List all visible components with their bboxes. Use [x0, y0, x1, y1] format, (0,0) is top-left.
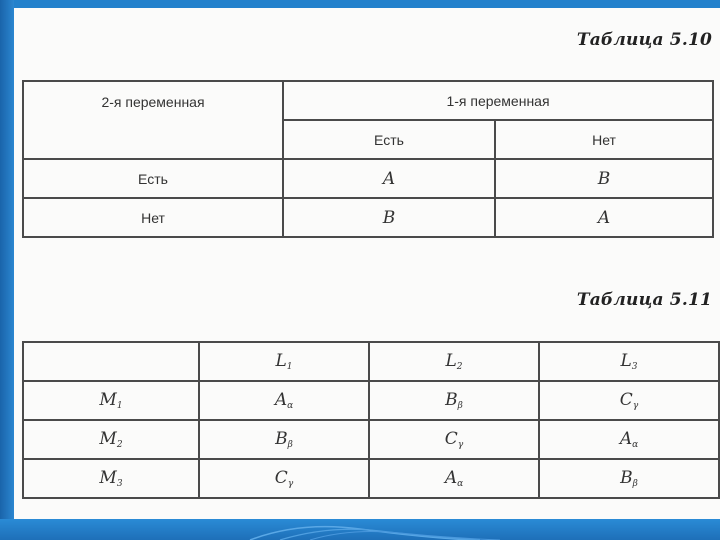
col-header-l1: $L_1$ — [199, 342, 369, 381]
table-row — [23, 459, 719, 498]
document-page — [14, 8, 720, 519]
slide-frame-left — [0, 0, 14, 540]
table-cell: $C_\gamma$ — [369, 420, 539, 459]
table-cell: A — [495, 198, 713, 237]
row-label-yes: Есть — [23, 159, 283, 198]
header-second-variable: 2-я переменная — [23, 81, 283, 159]
table-cell: $B_\beta$ — [199, 420, 369, 459]
table-5-11 — [22, 341, 720, 499]
table1-caption: Таблица 5.10 — [576, 30, 712, 50]
table-cell: $B_\beta$ — [369, 381, 539, 420]
table-cell: $C_\gamma$ — [199, 459, 369, 498]
col-header-l3: $L_3$ — [539, 342, 719, 381]
table-cell: $A_\alpha$ — [199, 381, 369, 420]
corner-cell — [23, 342, 199, 381]
table-cell: B — [495, 159, 713, 198]
col-header-no: Нет — [495, 120, 713, 159]
table-cell: $B_\beta$ — [539, 459, 719, 498]
slide-frame-bottom — [0, 519, 720, 540]
row-label-m2: $M_2$ — [23, 420, 199, 459]
table-cell: B — [283, 198, 495, 237]
table-cell: $C_\gamma$ — [539, 381, 719, 420]
col-header-yes: Есть — [283, 120, 495, 159]
row-label-m1: $M_1$ — [23, 381, 199, 420]
table-cell: $A_\alpha$ — [539, 420, 719, 459]
table-row — [23, 420, 719, 459]
table2-caption: Таблица 5.11 — [576, 290, 712, 310]
wave-decoration — [0, 519, 720, 540]
row-label-m3: $M_3$ — [23, 459, 199, 498]
header-first-variable: 1-я переменная — [283, 81, 713, 120]
col-header-l2: $L_2$ — [369, 342, 539, 381]
table-row — [23, 381, 719, 420]
table-row — [23, 159, 713, 198]
table-cell: A — [283, 159, 495, 198]
table-5-10 — [22, 80, 714, 238]
row-label-no: Нет — [23, 198, 283, 237]
slide-frame-top — [0, 0, 720, 8]
table-cell: $A_\alpha$ — [369, 459, 539, 498]
table-row — [23, 198, 713, 237]
